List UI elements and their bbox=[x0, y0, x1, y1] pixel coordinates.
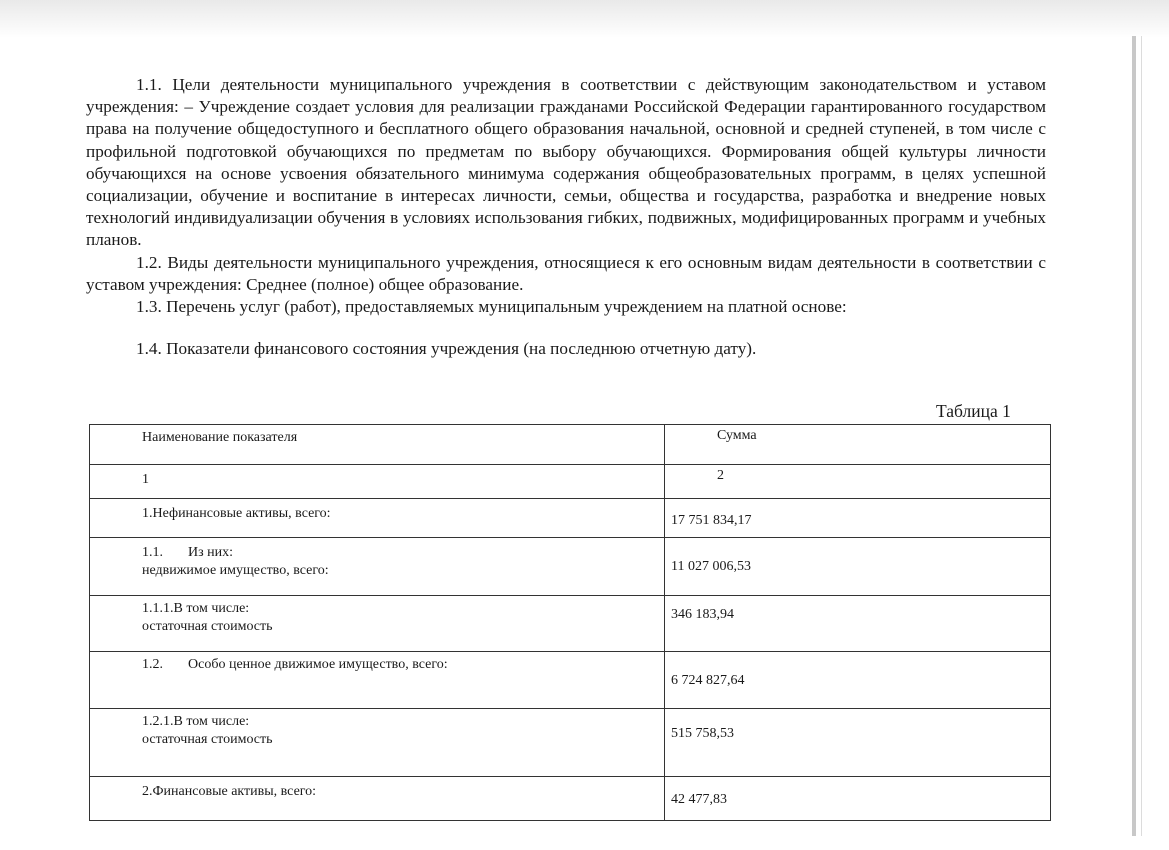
row-label-cell bbox=[90, 538, 665, 596]
row-sum: 515 758,53 bbox=[671, 726, 734, 741]
table-row bbox=[90, 499, 1051, 538]
table-row bbox=[90, 709, 1051, 777]
colnum-sum-cell bbox=[665, 465, 1051, 499]
scan-edge-right bbox=[1132, 36, 1136, 836]
row-label-cell bbox=[90, 652, 665, 709]
row-label-line1: 1.2.1.В том числе: bbox=[142, 714, 250, 729]
colnum-1: 1 bbox=[142, 472, 149, 487]
table-colnum-row bbox=[90, 465, 1051, 499]
header-name: Наименование показателя bbox=[142, 430, 298, 445]
paragraph-1-3: 1.3. Перечень услуг (работ), предоставляемых муниципальным учреждением на платной основе: bbox=[136, 297, 847, 317]
row-sum: 42 477,83 bbox=[671, 792, 727, 807]
row-sum-cell bbox=[665, 499, 1051, 538]
table-caption: Таблица 1 bbox=[936, 401, 1011, 421]
row-label-cell bbox=[90, 499, 665, 538]
table-row bbox=[90, 652, 1051, 709]
row-label-cell bbox=[90, 777, 665, 821]
row-sum-cell bbox=[665, 596, 1051, 652]
row-label-line1: Из них: bbox=[188, 545, 234, 560]
row-label-cell bbox=[90, 709, 665, 777]
row-label bbox=[142, 656, 664, 674]
row-number: 1.1. bbox=[142, 545, 163, 560]
row-sum-cell bbox=[665, 652, 1051, 709]
financial-table bbox=[89, 424, 1051, 821]
scan-edge-right-inner bbox=[1141, 36, 1142, 836]
row-label-cell bbox=[90, 596, 665, 652]
row-label bbox=[142, 544, 664, 562]
row-label: 1.Нефинансовые активы, всего: bbox=[142, 506, 331, 521]
row-sum: 6 724 827,64 bbox=[671, 673, 745, 688]
row-sum: 346 183,94 bbox=[671, 607, 734, 622]
header-sum-cell bbox=[665, 425, 1051, 465]
row-label-line2: остаточная стоимость bbox=[142, 732, 273, 747]
row-sum-cell bbox=[665, 538, 1051, 596]
row-label-line2: остаточная стоимость bbox=[142, 619, 273, 634]
row-label-line2: недвижимое имущество, всего: bbox=[142, 563, 329, 578]
paragraph-1-1: 1.1. Цели деятельности муниципального учреждения в соответствии с действующим законодательством и уставом учреждения: – Учреждение создает условия для реализации гражданами Российской Федерации гарантированного государством права на получение общедоступного и бесплатного общего образования начальной, основной и средней ступеней, в том числе с профильной подготовкой обучающихся по предметам по выбору обучающихся. Формирования общей культуры личности обучающихся на основе усвоения обязательного минимума содержания общеобразовательных программ, в целях успешной социализации, обучение и воспитание в интересах личности, семьи, общества и государства, разработка и внедрение новых технологий индивидуализации обучения в условиях использования гибких, подвижных, модифицированных программ и учебных планов. bbox=[86, 75, 1046, 250]
colnum-name-cell bbox=[90, 465, 665, 499]
table-row bbox=[90, 538, 1051, 596]
header-name-cell bbox=[90, 425, 665, 465]
row-label: 2.Финансовые активы, всего: bbox=[142, 784, 317, 799]
header-sum: Сумма bbox=[717, 428, 757, 443]
scan-edge-top bbox=[0, 0, 1169, 38]
table-row bbox=[90, 777, 1051, 821]
colnum-2: 2 bbox=[717, 468, 724, 483]
row-sum: 17 751 834,17 bbox=[671, 513, 752, 528]
paragraph-1-4: 1.4. Показатели финансового состояния учреждения (на последнюю отчетную дату). bbox=[136, 339, 757, 359]
document-body bbox=[86, 74, 1046, 360]
row-sum-cell bbox=[665, 777, 1051, 821]
row-label-line1: Особо ценное движимое имущество, всего: bbox=[188, 657, 448, 672]
row-number: 1.2. bbox=[142, 657, 163, 672]
table-header-row bbox=[90, 425, 1051, 465]
row-sum-cell bbox=[665, 709, 1051, 777]
table-row bbox=[90, 596, 1051, 652]
row-label-line1: 1.1.1.В том числе: bbox=[142, 601, 250, 616]
paragraph-1-2: 1.2. Виды деятельности муниципального учреждения, относящиеся к его основным видам деятельности в соответствии с уставом учреждения: Среднее (полное) общее образование. bbox=[86, 252, 1046, 294]
row-sum: 11 027 006,53 bbox=[671, 559, 751, 574]
